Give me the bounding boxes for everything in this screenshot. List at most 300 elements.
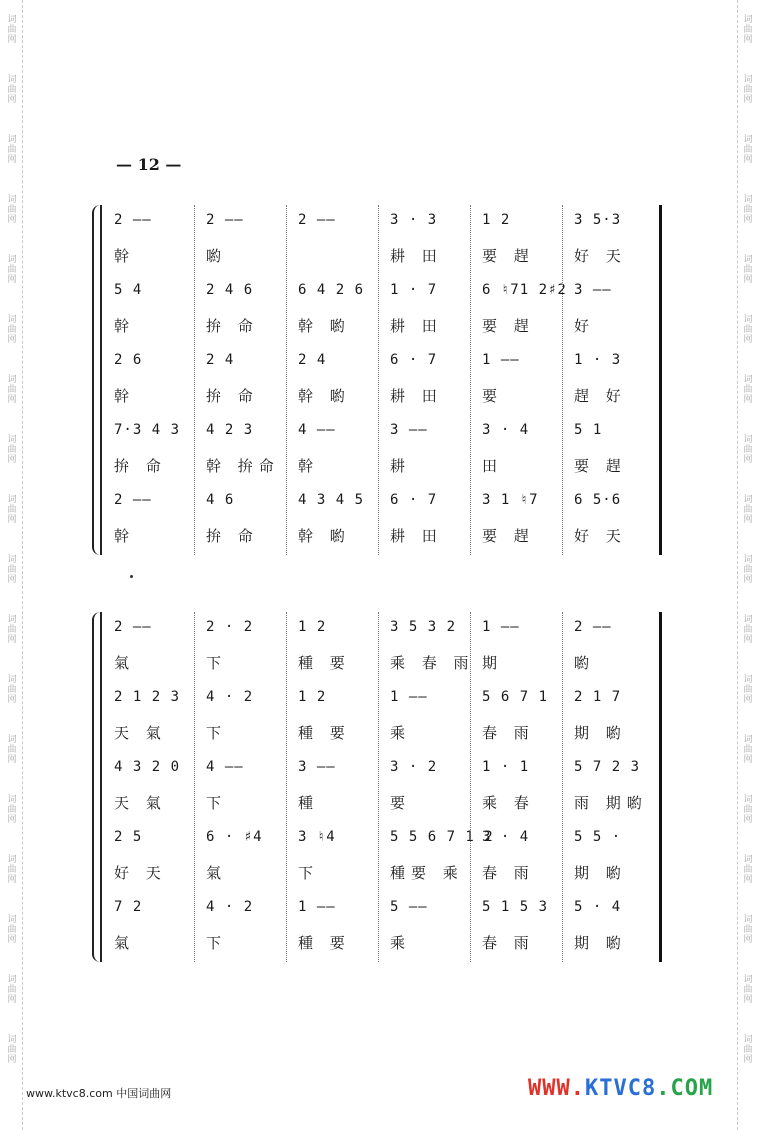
lyrics-row [102, 787, 658, 817]
lyrics-row [102, 857, 658, 887]
watermark-mark [7, 780, 16, 840]
notation-row [102, 612, 658, 642]
measure-lyrics: 期 喲 [574, 723, 627, 742]
watermark-glyph: 曲 [743, 265, 753, 275]
watermark-glyph: 词 [7, 975, 17, 985]
watermark-glyph: 词 [743, 375, 753, 385]
measure-notes: 1 2 [298, 689, 327, 705]
measure-lyrics: 耕 田 [390, 386, 443, 405]
music-system-2 [100, 612, 658, 962]
watermark-glyph: 词 [7, 255, 17, 265]
watermark-glyph: 曲 [7, 925, 17, 935]
watermark-glyph: 网 [743, 935, 753, 945]
watermark-glyph: 词 [7, 375, 17, 385]
watermark-mark [743, 840, 752, 900]
measure-lyrics: 田 [482, 456, 504, 475]
watermark-mark [743, 900, 752, 960]
measure-lyrics: 幹 [114, 316, 136, 335]
measure-lyrics: 幹 [114, 526, 136, 545]
watermark-glyph: 网 [7, 95, 17, 105]
measure-lyrics: 趕 好 [574, 386, 627, 405]
watermark-glyph: 网 [7, 335, 17, 345]
watermark-mark [743, 780, 752, 840]
measure-lyrics: 氣 [206, 863, 228, 882]
barline [194, 205, 195, 555]
watermark-mark [7, 420, 16, 480]
watermark-glyph: 词 [7, 15, 17, 25]
watermark-glyph: 词 [7, 915, 17, 925]
notation-row [102, 752, 658, 782]
watermark-glyph: 词 [743, 735, 753, 745]
watermark-glyph: 曲 [7, 85, 17, 95]
watermark-mark [743, 720, 752, 780]
barline [470, 612, 471, 962]
watermark-glyph: 词 [7, 495, 17, 505]
measure-notes: 2 —— [114, 619, 152, 635]
watermark-glyph: 曲 [743, 625, 753, 635]
watermark-mark [743, 180, 752, 240]
music-system-1 [100, 205, 658, 555]
measure-notes: 3 5 3 2 [390, 619, 457, 635]
watermark-glyph: 词 [7, 75, 17, 85]
watermark-mark [7, 900, 16, 960]
measure-notes: 5 1 5 3 [482, 899, 549, 915]
watermark-mark [7, 0, 16, 60]
measure-lyrics: 種 [298, 793, 320, 812]
measure-lyrics: 天 氣 [114, 723, 167, 742]
logo-www: WWW. [528, 1076, 585, 1101]
watermark-glyph: 网 [743, 815, 753, 825]
watermark-mark [7, 480, 16, 540]
watermark-mark [743, 540, 752, 600]
watermark-glyph: 曲 [743, 325, 753, 335]
watermark-glyph: 网 [7, 215, 17, 225]
watermark-glyph: 曲 [7, 625, 17, 635]
measure-lyrics: 乘 春 雨 [390, 653, 475, 672]
measure-lyrics: 耕 田 [390, 316, 443, 335]
watermark-glyph: 词 [743, 555, 753, 565]
watermark-glyph: 网 [7, 935, 17, 945]
watermark-mark [743, 960, 752, 1020]
measure-lyrics: 幹 喲 [298, 526, 351, 545]
watermark-glyph: 词 [7, 615, 17, 625]
logo-com: .COM [656, 1076, 714, 1101]
watermark-glyph: 曲 [7, 745, 17, 755]
measure-notes: 3 · 3 [390, 212, 438, 228]
measure-lyrics: 春 雨 [482, 933, 535, 952]
measure-lyrics: 好 天 [114, 863, 167, 882]
measure-notes: 5 —— [390, 899, 428, 915]
measure-lyrics: 氣 [114, 933, 136, 952]
measure-notes: 2 4 [206, 352, 235, 368]
lyrics-row [102, 240, 658, 270]
watermark-glyph: 网 [7, 695, 17, 705]
measure-lyrics: 乘 春 [482, 793, 535, 812]
watermark-glyph: 曲 [743, 85, 753, 95]
watermark-glyph: 曲 [7, 1045, 17, 1055]
measure-lyrics: 耕 田 [390, 526, 443, 545]
measure-notes: 2 —— [114, 492, 152, 508]
measure-notes: 3 · 4 [482, 829, 530, 845]
watermark-glyph: 曲 [7, 805, 17, 815]
watermark-glyph: 曲 [743, 865, 753, 875]
watermark-mark [7, 300, 16, 360]
measure-lyrics: 下 [206, 933, 228, 952]
notation-row [102, 205, 658, 235]
measure-lyrics: 種 要 [298, 723, 351, 742]
watermark-mark [743, 660, 752, 720]
measure-notes: 3 —— [574, 282, 612, 298]
watermark-glyph: 曲 [7, 25, 17, 35]
watermark-glyph: 网 [743, 155, 753, 165]
watermark-glyph: 曲 [743, 685, 753, 695]
measure-lyrics: 下 [206, 793, 228, 812]
watermark-glyph: 词 [743, 255, 753, 265]
left-watermark-strip [2, 0, 23, 1130]
watermark-glyph: 词 [743, 1035, 753, 1045]
watermark-glyph: 网 [743, 95, 753, 105]
measure-lyrics: 好 天 [574, 246, 627, 265]
watermark-glyph: 网 [743, 455, 753, 465]
watermark-glyph: 词 [7, 135, 17, 145]
notation-row [102, 682, 658, 712]
measure-lyrics: 要 趕 [482, 526, 535, 545]
lyrics-row [102, 380, 658, 410]
watermark-glyph: 词 [743, 795, 753, 805]
watermark-glyph: 网 [7, 1055, 17, 1065]
watermark-mark [7, 840, 16, 900]
watermark-mark [743, 0, 752, 60]
measure-notes: 2 —— [574, 619, 612, 635]
watermark-mark [7, 1020, 16, 1080]
watermark-mark [7, 960, 16, 1020]
watermark-mark [743, 300, 752, 360]
watermark-glyph: 网 [7, 155, 17, 165]
system-brace [92, 612, 102, 962]
measure-notes: 6 · ♯4 [206, 829, 263, 845]
barline [378, 205, 379, 555]
watermark-glyph: 曲 [743, 25, 753, 35]
watermark-glyph: 词 [743, 15, 753, 25]
right-watermark-strip [737, 0, 758, 1130]
watermark-glyph: 曲 [743, 145, 753, 155]
watermark-glyph: 网 [743, 755, 753, 765]
notation-row [102, 415, 658, 445]
measure-lyrics: 要 趕 [482, 316, 535, 335]
measure-lyrics: 春 雨 [482, 723, 535, 742]
measure-notes: 1 · 7 [390, 282, 438, 298]
measure-lyrics: 雨 期喲 [574, 793, 648, 812]
measure-notes: 5 1 [574, 422, 603, 438]
watermark-glyph: 网 [743, 215, 753, 225]
watermark-glyph: 网 [743, 275, 753, 285]
measure-lyrics: 拚 命 [114, 456, 167, 475]
system-end-barline [659, 612, 662, 962]
measure-notes: 5 6 7 1 [482, 689, 549, 705]
measure-lyrics: 種 要 [298, 653, 351, 672]
measure-notes: 6 ♮71 2♯2 [482, 282, 567, 298]
watermark-glyph: 网 [7, 275, 17, 285]
watermark-glyph: 曲 [7, 205, 17, 215]
watermark-glyph: 词 [7, 795, 17, 805]
measure-lyrics: 幹 喲 [298, 386, 351, 405]
watermark-glyph: 曲 [7, 685, 17, 695]
watermark-mark [7, 600, 16, 660]
measure-notes: 2 1 7 [574, 689, 622, 705]
watermark-mark [7, 540, 16, 600]
watermark-glyph: 网 [743, 995, 753, 1005]
measure-lyrics: 要 [482, 386, 504, 405]
watermark-glyph: 词 [743, 195, 753, 205]
barline [562, 612, 563, 962]
watermark-mark [7, 360, 16, 420]
barline [286, 205, 287, 555]
watermark-glyph: 网 [743, 575, 753, 585]
watermark-glyph: 曲 [743, 805, 753, 815]
watermark-glyph: 网 [743, 515, 753, 525]
measure-notes: 4 · 2 [206, 689, 254, 705]
watermark-mark [743, 360, 752, 420]
measure-notes: 1 —— [482, 352, 520, 368]
measure-lyrics: 幹 拚命 [206, 456, 280, 475]
watermark-mark [7, 660, 16, 720]
lyrics-row [102, 310, 658, 340]
measure-notes: 3 · 4 [482, 422, 530, 438]
watermark-glyph: 曲 [7, 145, 17, 155]
system-end-barline [659, 205, 662, 555]
measure-lyrics: 下 [206, 723, 228, 742]
watermark-glyph: 词 [743, 435, 753, 445]
measure-lyrics: 幹 喲 [298, 316, 351, 335]
measure-notes: 4 · 2 [206, 899, 254, 915]
measure-lyrics: 幹 [114, 386, 136, 405]
lyrics-row [102, 520, 658, 550]
stray-dot [130, 575, 133, 578]
notation-row [102, 345, 658, 375]
watermark-glyph: 词 [743, 315, 753, 325]
measure-lyrics: 期 喲 [574, 863, 627, 882]
watermark-glyph: 曲 [7, 865, 17, 875]
watermark-glyph: 曲 [743, 1045, 753, 1055]
watermark-glyph: 词 [7, 315, 17, 325]
watermark-mark [743, 420, 752, 480]
measure-lyrics: 天 氣 [114, 793, 167, 812]
watermark-glyph: 词 [7, 855, 17, 865]
watermark-glyph: 词 [743, 495, 753, 505]
lyrics-row [102, 647, 658, 677]
watermark-glyph: 词 [743, 915, 753, 925]
measure-lyrics: 耕 田 [390, 246, 443, 265]
watermark-glyph: 网 [7, 35, 17, 45]
measure-notes: 1 —— [298, 899, 336, 915]
watermark-glyph: 网 [7, 575, 17, 585]
measure-lyrics: 拚 命 [206, 316, 259, 335]
watermark-glyph: 词 [743, 135, 753, 145]
watermark-mark [743, 120, 752, 180]
measure-lyrics: 乘 [390, 933, 412, 952]
measure-notes: 1 —— [390, 689, 428, 705]
watermark-mark [7, 240, 16, 300]
measure-notes: 3 —— [390, 422, 428, 438]
measure-lyrics: 拚 命 [206, 386, 259, 405]
watermark-mark [7, 180, 16, 240]
measure-notes: 3 · 2 [390, 759, 438, 775]
measure-lyrics: 期 喲 [574, 933, 627, 952]
watermark-glyph: 词 [7, 195, 17, 205]
measure-notes: 6 5·6 [574, 492, 622, 508]
watermark-glyph: 曲 [743, 985, 753, 995]
watermark-glyph: 曲 [743, 205, 753, 215]
measure-notes: 2 4 6 [206, 282, 254, 298]
measure-notes: 2 1 2 3 [114, 689, 181, 705]
measure-notes: 1 2 [298, 619, 327, 635]
watermark-glyph: 词 [7, 735, 17, 745]
watermark-glyph: 词 [7, 1035, 17, 1045]
watermark-glyph: 网 [743, 695, 753, 705]
watermark-glyph: 网 [7, 995, 17, 1005]
measure-lyrics: 乘 [390, 723, 412, 742]
measure-notes: 5 · 4 [574, 899, 622, 915]
notation-row [102, 822, 658, 852]
measure-notes: 2 4 [298, 352, 327, 368]
measure-lyrics: 要 [390, 793, 412, 812]
measure-notes: 3 ♮4 [298, 829, 336, 845]
watermark-glyph: 网 [743, 635, 753, 645]
system-brace [92, 205, 102, 555]
measure-lyrics: 好 [574, 316, 596, 335]
lyrics-row [102, 450, 658, 480]
watermark-mark [7, 720, 16, 780]
measure-notes: 7 2 [114, 899, 143, 915]
measure-notes: 3 —— [298, 759, 336, 775]
notation-row [102, 485, 658, 515]
watermark-glyph: 曲 [743, 505, 753, 515]
watermark-glyph: 网 [743, 1055, 753, 1065]
measure-notes: 2 5 [114, 829, 143, 845]
measure-notes: 5 5 6 7 1 2 [390, 829, 494, 845]
watermark-glyph: 曲 [7, 985, 17, 995]
watermark-glyph: 词 [7, 675, 17, 685]
watermark-glyph: 词 [743, 615, 753, 625]
watermark-glyph: 网 [743, 35, 753, 45]
watermark-glyph: 词 [743, 975, 753, 985]
measure-lyrics: 拚 命 [206, 526, 259, 545]
measure-notes: 1 · 1 [482, 759, 530, 775]
barline [194, 612, 195, 962]
measure-lyrics: 耕 [390, 456, 412, 475]
measure-lyrics: 喲 [574, 653, 596, 672]
measure-notes: 2 —— [206, 212, 244, 228]
measure-lyrics: 下 [206, 653, 228, 672]
measure-notes: 5 5 · [574, 829, 622, 845]
measure-lyrics: 好 天 [574, 526, 627, 545]
measure-lyrics: 種 要 [298, 933, 351, 952]
watermark-mark [743, 1020, 752, 1080]
barline [470, 205, 471, 555]
watermark-glyph: 曲 [743, 445, 753, 455]
watermark-glyph: 词 [7, 555, 17, 565]
measure-notes: 3 5·3 [574, 212, 622, 228]
measure-notes: 5 7 2 3 [574, 759, 641, 775]
footer-logo [528, 1076, 713, 1101]
measure-notes: 6 · 7 [390, 492, 438, 508]
watermark-glyph: 网 [7, 755, 17, 765]
measure-notes: 1 —— [482, 619, 520, 635]
measure-lyrics: 種要 乘 [390, 863, 464, 882]
watermark-glyph: 曲 [7, 565, 17, 575]
measure-notes: 1 2 [482, 212, 511, 228]
watermark-glyph: 网 [743, 335, 753, 345]
watermark-glyph: 词 [743, 75, 753, 85]
measure-notes: 4 —— [298, 422, 336, 438]
measure-notes: 4 6 [206, 492, 235, 508]
watermark-glyph: 曲 [7, 505, 17, 515]
watermark-glyph: 网 [7, 455, 17, 465]
watermark-glyph: 网 [7, 395, 17, 405]
measure-notes: 1 · 3 [574, 352, 622, 368]
watermark-glyph: 词 [743, 675, 753, 685]
watermark-mark [7, 120, 16, 180]
watermark-mark [743, 240, 752, 300]
watermark-mark [743, 480, 752, 540]
lyrics-row [102, 927, 658, 957]
watermark-mark [743, 600, 752, 660]
measure-notes: 5 4 [114, 282, 143, 298]
measure-lyrics [286, 240, 378, 270]
watermark-glyph: 网 [7, 875, 17, 885]
measure-lyrics: 氣 [114, 653, 136, 672]
measure-lyrics: 期 [482, 653, 504, 672]
watermark-glyph: 曲 [7, 325, 17, 335]
measure-lyrics: 春 雨 [482, 863, 535, 882]
measure-notes: 2 6 [114, 352, 143, 368]
measure-notes: 2 · 2 [206, 619, 254, 635]
barline [378, 612, 379, 962]
watermark-glyph: 网 [7, 515, 17, 525]
watermark-glyph: 曲 [743, 565, 753, 575]
measure-notes: 6 · 7 [390, 352, 438, 368]
measure-notes: 7·3 4 3 [114, 422, 181, 438]
measure-notes: 4 3 4 5 [298, 492, 365, 508]
watermark-mark [743, 60, 752, 120]
watermark-glyph: 网 [7, 815, 17, 825]
measure-lyrics: 要 趕 [482, 246, 535, 265]
measure-notes: 6 4 2 6 [298, 282, 365, 298]
footer-site-text: www.ktvc8.com 中国词曲网 [26, 1087, 172, 1100]
measure-notes: 3 1 ♮7 [482, 492, 539, 508]
measure-notes: 2 —— [114, 212, 152, 228]
watermark-glyph: 曲 [7, 385, 17, 395]
measure-lyrics: 喲 [206, 246, 228, 265]
watermark-glyph: 网 [7, 635, 17, 645]
watermark-glyph: 词 [743, 855, 753, 865]
notation-row [102, 892, 658, 922]
watermark-glyph: 网 [743, 875, 753, 885]
measure-lyrics: 要 趕 [574, 456, 627, 475]
watermark-glyph: 曲 [743, 745, 753, 755]
watermark-glyph: 曲 [743, 925, 753, 935]
page-number: — 12 — [116, 155, 182, 174]
watermark-glyph: 曲 [7, 265, 17, 275]
measure-notes: 4 3 2 0 [114, 759, 181, 775]
watermark-glyph: 曲 [743, 385, 753, 395]
watermark-glyph: 网 [743, 395, 753, 405]
notation-row [102, 275, 658, 305]
watermark-glyph: 曲 [7, 445, 17, 455]
measure-notes: 4 —— [206, 759, 244, 775]
watermark-glyph: 词 [7, 435, 17, 445]
measure-lyrics: 幹 [114, 246, 136, 265]
